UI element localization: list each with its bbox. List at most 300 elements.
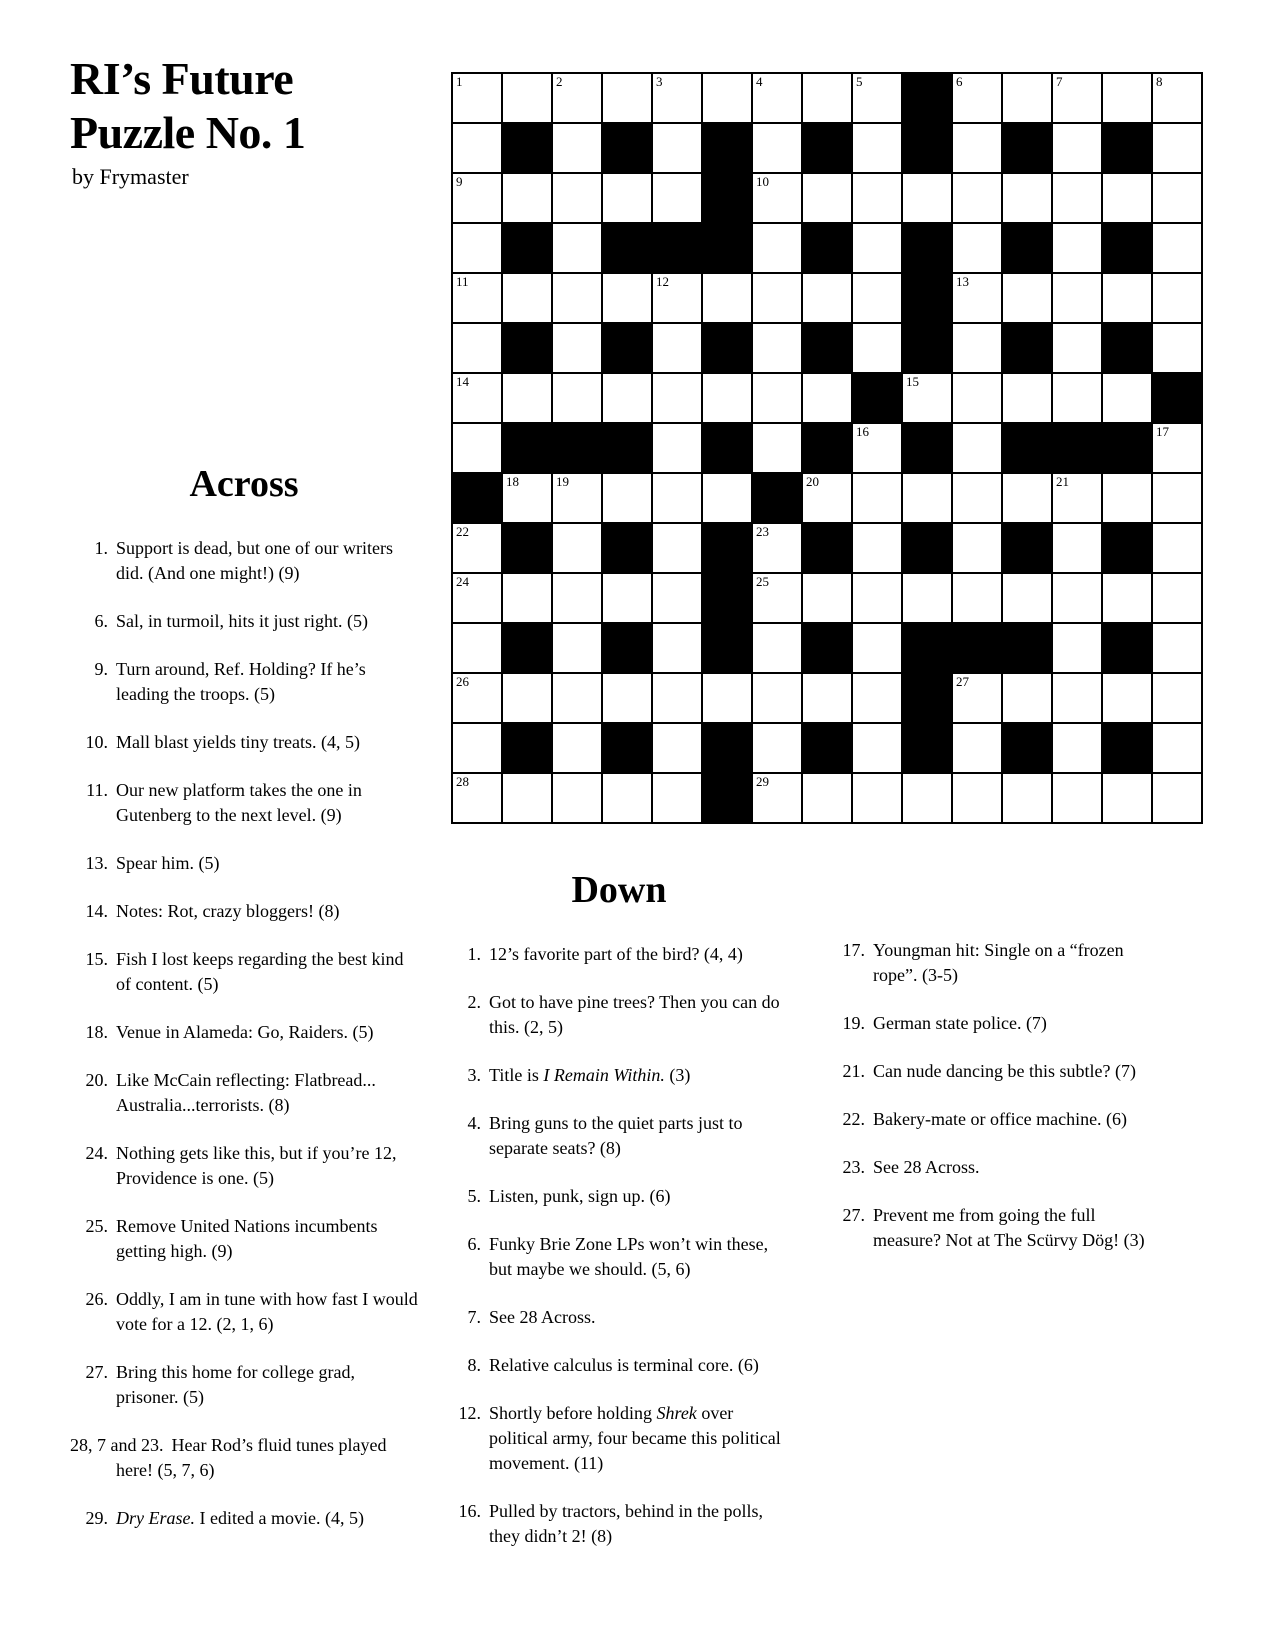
grid-cell-black <box>703 324 751 372</box>
grid-cell[interactable] <box>553 724 601 772</box>
grid-cell[interactable] <box>1053 774 1101 822</box>
grid-cell[interactable] <box>953 574 1001 622</box>
grid-cell[interactable] <box>953 324 1001 372</box>
grid-cell[interactable] <box>853 474 901 522</box>
cell-number: 1 <box>456 74 463 89</box>
grid-cell[interactable] <box>753 74 801 122</box>
clue-text: Title is I Remain Within. (3) <box>489 1065 691 1085</box>
clue <box>70 851 418 876</box>
clue-text: See 28 Across. <box>489 1307 596 1327</box>
clue-text: Turn around, Ref. Holding? If he’s leading the troops. (5) <box>116 659 366 704</box>
grid-cell[interactable] <box>453 524 501 572</box>
grid-cell[interactable] <box>803 674 851 722</box>
grid-cell[interactable] <box>953 274 1001 322</box>
grid-cell[interactable] <box>1103 674 1151 722</box>
across-clue-list <box>70 536 418 1531</box>
clue-text: Like McCain reflecting: Flatbread... Australia...terrorists. (8) <box>116 1070 376 1115</box>
grid-cell[interactable] <box>1053 474 1101 522</box>
grid-cell[interactable] <box>1003 174 1051 222</box>
grid-cell[interactable] <box>1153 624 1201 672</box>
grid-cell[interactable] <box>553 574 601 622</box>
clue <box>70 899 418 924</box>
down-clue-list-2 <box>827 938 1149 1253</box>
clue-text: Listen, punk, sign up. (6) <box>489 1186 671 1206</box>
clue-text: Notes: Rot, crazy bloggers! (8) <box>116 901 340 921</box>
grid-cell[interactable] <box>653 124 701 172</box>
grid-cell[interactable] <box>1003 774 1051 822</box>
clue-number: 25. <box>85 1216 108 1236</box>
grid-cell[interactable] <box>753 274 801 322</box>
clue <box>827 938 1149 988</box>
grid-cell[interactable] <box>753 124 801 172</box>
grid-cell-black <box>653 224 701 272</box>
across-heading: Across <box>189 463 299 505</box>
grid-cell[interactable] <box>1053 574 1101 622</box>
grid-cell[interactable] <box>853 174 901 222</box>
grid-cell[interactable] <box>553 324 601 372</box>
grid-cell[interactable] <box>953 74 1001 122</box>
clue-number: 1. <box>467 944 481 964</box>
grid-cell[interactable] <box>503 474 551 522</box>
grid-cell[interactable] <box>553 224 601 272</box>
grid-cell-black <box>803 124 851 172</box>
cell-number: 15 <box>906 374 919 389</box>
grid-cell[interactable] <box>1053 324 1101 372</box>
grid-cell-black <box>1003 624 1051 672</box>
grid-cell[interactable] <box>1053 674 1101 722</box>
grid-cell[interactable] <box>1003 474 1051 522</box>
grid-cell-black <box>1053 424 1101 472</box>
grid-cell[interactable] <box>1153 674 1201 722</box>
grid-cell[interactable] <box>753 374 801 422</box>
cell-number: 22 <box>456 524 469 539</box>
grid-cell[interactable] <box>453 574 501 622</box>
grid-cell[interactable] <box>1103 274 1151 322</box>
clue-text: Hear Rod’s fluid tunes played here! (5, 7, 6) <box>116 1435 387 1480</box>
grid-cell[interactable] <box>803 474 851 522</box>
clue <box>70 947 418 997</box>
grid-cell-black <box>803 524 851 572</box>
grid-cell[interactable] <box>953 174 1001 222</box>
cell-number: 3 <box>656 74 663 89</box>
cell-number: 6 <box>956 74 963 89</box>
grid-cell-black <box>903 524 951 572</box>
cell-number: 8 <box>1156 74 1163 89</box>
grid-cell[interactable] <box>503 374 551 422</box>
grid-cell[interactable] <box>953 524 1001 572</box>
grid-cell[interactable] <box>453 624 501 672</box>
grid-cell[interactable] <box>703 674 751 722</box>
grid-cell[interactable] <box>1153 424 1201 472</box>
grid-cell-black <box>1003 324 1051 372</box>
grid-cell[interactable] <box>1153 124 1201 172</box>
grid-cell[interactable] <box>453 174 501 222</box>
grid-cell[interactable] <box>703 274 751 322</box>
clue-number: 6. <box>94 611 108 631</box>
grid-cell[interactable] <box>653 474 701 522</box>
grid-cell[interactable] <box>853 574 901 622</box>
cell-number: 27 <box>956 674 969 689</box>
grid-cell-black <box>903 324 951 372</box>
grid-cell[interactable] <box>853 724 901 772</box>
grid-cell[interactable] <box>953 674 1001 722</box>
clue-number: 18. <box>85 1022 108 1042</box>
clue-text: Mall blast yields tiny treats. (4, 5) <box>116 732 360 752</box>
grid-cell-black <box>703 424 751 472</box>
grid-cell[interactable] <box>953 374 1001 422</box>
grid-cell[interactable] <box>653 574 701 622</box>
grid-cell[interactable] <box>1053 74 1101 122</box>
grid-cell-black <box>903 674 951 722</box>
clue <box>70 778 418 828</box>
grid-cell[interactable] <box>453 274 501 322</box>
grid-cell[interactable] <box>803 374 851 422</box>
crossword-grid <box>451 72 1203 824</box>
grid-cell[interactable] <box>503 274 551 322</box>
grid-cell[interactable] <box>703 474 751 522</box>
clue <box>443 1232 795 1282</box>
grid-cell[interactable] <box>753 624 801 672</box>
grid-cell-black <box>603 524 651 572</box>
grid-cell[interactable] <box>553 624 601 672</box>
grid-cell[interactable] <box>653 174 701 222</box>
grid-cell[interactable] <box>603 274 651 322</box>
grid-cell-black <box>753 474 801 522</box>
clue-number: 26. <box>85 1289 108 1309</box>
grid-cell[interactable] <box>603 74 651 122</box>
cell-number: 24 <box>456 574 469 589</box>
clue-text: Youngman hit: Single on a “frozen rope”. (3-5) <box>873 940 1124 985</box>
clue-text: Oddly, I am in tune with how fast I would vote for a 12. (2, 1, 6) <box>116 1289 418 1334</box>
grid-cell[interactable] <box>853 274 901 322</box>
grid-cell[interactable] <box>453 324 501 372</box>
grid-cell[interactable] <box>753 524 801 572</box>
grid-cell[interactable] <box>853 74 901 122</box>
grid-cell-black <box>503 624 551 672</box>
grid-cell-black <box>1003 224 1051 272</box>
grid-cell[interactable] <box>503 74 551 122</box>
grid-cell-black <box>503 424 551 472</box>
grid-cell-black <box>503 524 551 572</box>
grid-cell[interactable] <box>803 174 851 222</box>
grid-cell[interactable] <box>753 224 801 272</box>
grid-cell[interactable] <box>903 374 951 422</box>
clue <box>443 1111 795 1161</box>
grid-cell[interactable] <box>853 324 901 372</box>
grid-cell[interactable] <box>1053 274 1101 322</box>
grid-cell[interactable] <box>653 624 701 672</box>
grid-cell[interactable] <box>1053 724 1101 772</box>
grid-cell[interactable] <box>1153 324 1201 372</box>
grid-cell[interactable] <box>953 124 1001 172</box>
grid-cell[interactable] <box>803 774 851 822</box>
grid-cell[interactable] <box>503 174 551 222</box>
grid-cell-black <box>603 224 651 272</box>
grid-cell-black <box>603 724 651 772</box>
cell-number: 5 <box>856 74 863 89</box>
clue-text: Dry Erase. I edited a movie. (4, 5) <box>116 1508 364 1528</box>
clue-number: 23. <box>842 1157 865 1177</box>
grid-cell[interactable] <box>853 424 901 472</box>
grid-cell[interactable] <box>903 174 951 222</box>
clue-number: 27. <box>842 1205 865 1225</box>
grid-cell[interactable] <box>553 124 601 172</box>
grid-cell[interactable] <box>1103 374 1151 422</box>
down-heading: Down <box>571 869 667 911</box>
grid-cell[interactable] <box>703 374 751 422</box>
grid-cell-black <box>1003 424 1051 472</box>
clue-text: Got to have pine trees? Then you can do this. (2, 5) <box>489 992 780 1037</box>
cell-number: 12 <box>656 274 669 289</box>
cell-number: 11 <box>456 274 469 289</box>
clue <box>70 1214 418 1264</box>
grid-cell-black <box>1103 224 1151 272</box>
grid-cell[interactable] <box>1153 74 1201 122</box>
grid-cell[interactable] <box>703 74 751 122</box>
grid-cell[interactable] <box>903 574 951 622</box>
clue-number: 27. <box>85 1362 108 1382</box>
grid-cell-black <box>903 224 951 272</box>
grid-cell-black <box>903 274 951 322</box>
clue <box>827 1059 1149 1084</box>
grid-cell[interactable] <box>653 424 701 472</box>
grid-cell[interactable] <box>1103 474 1151 522</box>
grid-cell-black <box>953 624 1001 672</box>
cell-number: 9 <box>456 174 463 189</box>
grid-cell[interactable] <box>753 724 801 772</box>
grid-cell[interactable] <box>453 424 501 472</box>
grid-cell-black <box>703 624 751 672</box>
clue-text: Sal, in turmoil, hits it just right. (5) <box>116 611 368 631</box>
grid-cell[interactable] <box>953 474 1001 522</box>
cell-number: 28 <box>456 774 469 789</box>
grid-cell[interactable] <box>803 274 851 322</box>
cell-number: 25 <box>756 574 769 589</box>
grid-cell[interactable] <box>953 424 1001 472</box>
grid-cell[interactable] <box>753 774 801 822</box>
grid-cell[interactable] <box>553 174 601 222</box>
grid-cell[interactable] <box>1153 174 1201 222</box>
grid-cell-black <box>703 524 751 572</box>
clue <box>70 609 418 634</box>
grid-cell[interactable] <box>1153 224 1201 272</box>
grid-cell[interactable] <box>753 424 801 472</box>
clue <box>443 1499 795 1549</box>
clue-text: Pulled by tractors, behind in the polls, they didn’t 2! (8) <box>489 1501 763 1546</box>
grid-cell[interactable] <box>503 674 551 722</box>
cell-number: 2 <box>556 74 563 89</box>
grid-cell[interactable] <box>853 774 901 822</box>
cell-number: 4 <box>756 74 763 89</box>
grid-cell[interactable] <box>1003 274 1051 322</box>
puzzle-byline: by Frymaster <box>72 164 189 189</box>
grid-cell[interactable] <box>853 524 901 572</box>
grid-cell[interactable] <box>603 174 651 222</box>
grid-cell-black <box>703 124 751 172</box>
cell-number: 16 <box>856 424 869 439</box>
clue-number: 7. <box>467 1307 481 1327</box>
grid-cell[interactable] <box>953 224 1001 272</box>
grid-cell[interactable] <box>853 624 901 672</box>
grid-cell[interactable] <box>1053 224 1101 272</box>
grid-cell[interactable] <box>753 574 801 622</box>
grid-cell-black <box>903 124 951 172</box>
cell-number: 18 <box>506 474 519 489</box>
grid-cell[interactable] <box>853 124 901 172</box>
grid-cell[interactable] <box>1153 724 1201 772</box>
grid-cell[interactable] <box>1103 174 1151 222</box>
grid-cell[interactable] <box>453 774 501 822</box>
clue-number: 28, 7 and 23. <box>70 1435 164 1455</box>
down-section-col1 <box>443 868 795 1572</box>
grid-cell[interactable] <box>653 274 701 322</box>
clue-text: Funky Brie Zone LPs won’t win these, but maybe we should. (5, 6) <box>489 1234 769 1279</box>
clue-number: 5. <box>467 1186 481 1206</box>
clue-text: Venue in Alameda: Go, Raiders. (5) <box>116 1022 374 1042</box>
grid-cell-black <box>1103 724 1151 772</box>
grid-cell-black <box>803 424 851 472</box>
grid-cell-black <box>503 324 551 372</box>
grid-cell[interactable] <box>653 674 701 722</box>
grid-cell[interactable] <box>503 774 551 822</box>
grid-cell[interactable] <box>603 774 651 822</box>
clue <box>70 657 418 707</box>
grid-cell[interactable] <box>1153 274 1201 322</box>
clue-text: Support is dead, but one of our writers did. (And one might!) (9) <box>116 538 393 583</box>
clue-text: Our new platform takes the one in Gutenberg to the next level. (9) <box>116 780 362 825</box>
grid-cell[interactable] <box>1003 674 1051 722</box>
grid-cell[interactable] <box>1053 124 1101 172</box>
grid-cell[interactable] <box>1103 74 1151 122</box>
grid-cell[interactable] <box>603 374 651 422</box>
clue-number: 13. <box>85 853 108 873</box>
cell-number: 21 <box>1056 474 1069 489</box>
grid-cell[interactable] <box>653 524 701 572</box>
clue <box>827 1155 1149 1180</box>
grid-cell-black <box>903 74 951 122</box>
grid-cell[interactable] <box>803 574 851 622</box>
grid-cell[interactable] <box>603 574 651 622</box>
clue-text: Spear him. (5) <box>116 853 220 873</box>
grid-cell-black <box>503 124 551 172</box>
clue-number: 8. <box>467 1355 481 1375</box>
grid-cell-black <box>703 224 751 272</box>
grid-cell[interactable] <box>1153 524 1201 572</box>
clue-text: Relative calculus is terminal core. (6) <box>489 1355 759 1375</box>
grid-cell-black <box>1103 424 1151 472</box>
grid-cell[interactable] <box>453 724 501 772</box>
grid-cell[interactable] <box>953 774 1001 822</box>
clue-text: See 28 Across. <box>873 1157 980 1177</box>
grid-cell[interactable] <box>1053 174 1101 222</box>
clue-text: 12’s favorite part of the bird? (4, 4) <box>489 944 743 964</box>
grid-cell-black <box>703 574 751 622</box>
clue-text: Bring this home for college grad, prisoner. (5) <box>116 1362 355 1407</box>
grid-cell[interactable] <box>453 374 501 422</box>
grid-cell[interactable] <box>653 774 701 822</box>
grid-cell-black <box>1103 124 1151 172</box>
grid-cell[interactable] <box>453 124 501 172</box>
grid-cell[interactable] <box>453 674 501 722</box>
grid-cell[interactable] <box>1053 624 1101 672</box>
clue-text: Remove United Nations incumbents getting high. (9) <box>116 1216 378 1261</box>
clue <box>443 942 795 967</box>
grid-cell[interactable] <box>753 674 801 722</box>
grid-cell[interactable] <box>903 474 951 522</box>
grid-cell[interactable] <box>653 724 701 772</box>
grid-cell[interactable] <box>1003 374 1051 422</box>
clue-number: 11. <box>86 780 108 800</box>
grid-cell-black <box>603 424 651 472</box>
clue-text: Bring guns to the quiet parts just to separate seats? (8) <box>489 1113 743 1158</box>
down-clue-list-1 <box>443 942 795 1549</box>
grid-cell-black <box>903 424 951 472</box>
grid-cell[interactable] <box>503 574 551 622</box>
grid-cell[interactable] <box>553 674 601 722</box>
grid-cell[interactable] <box>1053 374 1101 422</box>
grid-cell-black <box>703 174 751 222</box>
cell-number: 23 <box>756 524 769 539</box>
grid-cell[interactable] <box>903 774 951 822</box>
grid-cell[interactable] <box>1003 74 1051 122</box>
grid-cell[interactable] <box>553 474 601 522</box>
grid-cell[interactable] <box>1103 774 1151 822</box>
grid-cell[interactable] <box>1053 524 1101 572</box>
clue <box>70 1433 418 1483</box>
clue <box>827 1203 1149 1253</box>
grid-cell[interactable] <box>1153 774 1201 822</box>
grid-cell[interactable] <box>553 374 601 422</box>
grid-cell[interactable] <box>803 74 851 122</box>
grid-cell[interactable] <box>553 524 601 572</box>
grid-cell[interactable] <box>653 74 701 122</box>
grid-cell[interactable] <box>853 674 901 722</box>
clue <box>443 990 795 1040</box>
clue <box>443 1184 795 1209</box>
grid-cell[interactable] <box>853 224 901 272</box>
grid-cell[interactable] <box>1153 474 1201 522</box>
grid-cell-black <box>903 724 951 772</box>
clue-number: 4. <box>467 1113 481 1133</box>
clue-text: Can nude dancing be this subtle? (7) <box>873 1061 1136 1081</box>
grid-cell[interactable] <box>1153 574 1201 622</box>
grid-cell[interactable] <box>453 74 501 122</box>
grid-cell-black <box>603 124 651 172</box>
clue <box>443 1353 795 1378</box>
clue-number: 29. <box>85 1508 108 1528</box>
grid-cell[interactable] <box>1003 574 1051 622</box>
grid-cell[interactable] <box>603 674 651 722</box>
clue-text: Fish I lost keeps regarding the best kind of content. (5) <box>116 949 404 994</box>
grid-cell[interactable] <box>953 724 1001 772</box>
grid-cell[interactable] <box>753 324 801 372</box>
cell-number: 10 <box>756 174 769 189</box>
grid-cell[interactable] <box>653 324 701 372</box>
grid-cell[interactable] <box>1103 574 1151 622</box>
grid-cell[interactable] <box>553 74 601 122</box>
grid-cell[interactable] <box>453 224 501 272</box>
cell-number: 20 <box>806 474 819 489</box>
grid-cell[interactable] <box>603 474 651 522</box>
clue <box>70 1020 418 1045</box>
grid-cell-black <box>803 724 851 772</box>
grid-cell[interactable] <box>553 774 601 822</box>
clue-number: 10. <box>85 732 108 752</box>
grid-cell[interactable] <box>653 374 701 422</box>
grid-cell-black <box>703 724 751 772</box>
grid-cell[interactable] <box>753 174 801 222</box>
grid-cell[interactable] <box>553 274 601 322</box>
